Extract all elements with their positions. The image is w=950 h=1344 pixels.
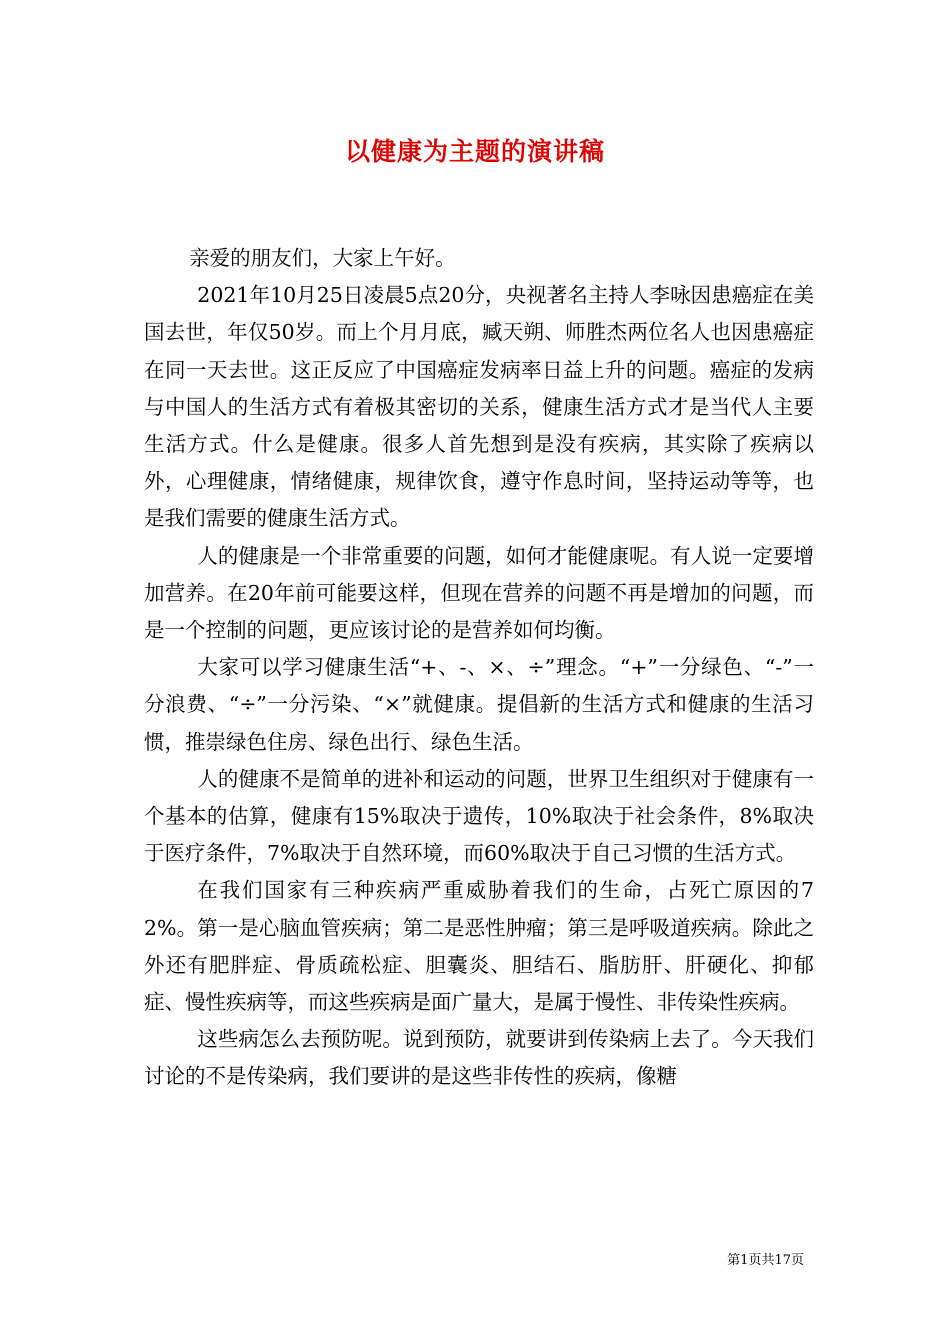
paragraph: 大家可以学习健康生活“+、-、×、÷”理念。“+”一分绿色、“-”一分浪费、“÷”一分污染、“×”就健康。提倡新的生活方式和健康的生活习惯，推崇绿色住房、绿色出行、绿色生活。	[144, 655, 814, 754]
paragraph: 人的健康不是简单的进补和运动的问题，世界卫生组织对于健康有一个基本的估算，健康有15%取决于遗传，10%取决于社会条件，8%取决于医疗条件，7%取决于自然环境，而60%取决于自己习惯的生活方式。	[144, 766, 814, 866]
paragraph: 在我们国家有三种疾病严重威胁着我们的生命，占死亡原因的72%。第一是心脑血管疾病；第二是恶性肿瘤；第三是呼吸道疾病。除此之外还有肥胖症、骨质疏松症、胆囊炎、胆结石、脂肪肝、肝硬化、抑郁症、慢性疾病等，而这些疾病是面广量大，是属于慢性、非传染性疾病。	[144, 878, 814, 1015]
paragraph: 这些病怎么去预防呢。说到预防，就要讲到传染病上去了。今天我们讨论的不是传染病，我们要讲的是这些非传性的疾病，像糖	[144, 1027, 814, 1089]
paragraph: 人的健康是一个非常重要的问题，如何才能健康呢。有人说一定要增加营养。在20年前可能要这样，但现在营养的问题不再是增加的问题，而是一个控制的问题，更应该讨论的是营养如何均衡。	[144, 543, 814, 643]
paragraph: 2021年10月25日凌晨5点20分，央视著名主持人李咏因患癌症在美国去世，年仅50岁。而上个月月底，臧天朔、师胜杰两位名人也因患癌症在同一天去世。这正反应了中国癌症发病率日益上升的问题。癌症的发病与中国人的生活方式有着极其密切的关系，健康生活方式才是当代人主要生活方式。什么是健康。很多人首先想到是没有疾病，其实除了疾病以外，心理健康，情绪健康，规律饮食，遵守作息时间，坚持运动等等，也是我们需要的健康生活方式。	[144, 283, 814, 531]
page-number: 第1页共17页	[727, 1253, 804, 1268]
document-body	[144, 240, 814, 1096]
paragraph-greeting: 亲爱的朋友们，大家上午好。	[189, 246, 456, 270]
document-title: 以健康为主题的演讲稿	[344, 137, 605, 166]
